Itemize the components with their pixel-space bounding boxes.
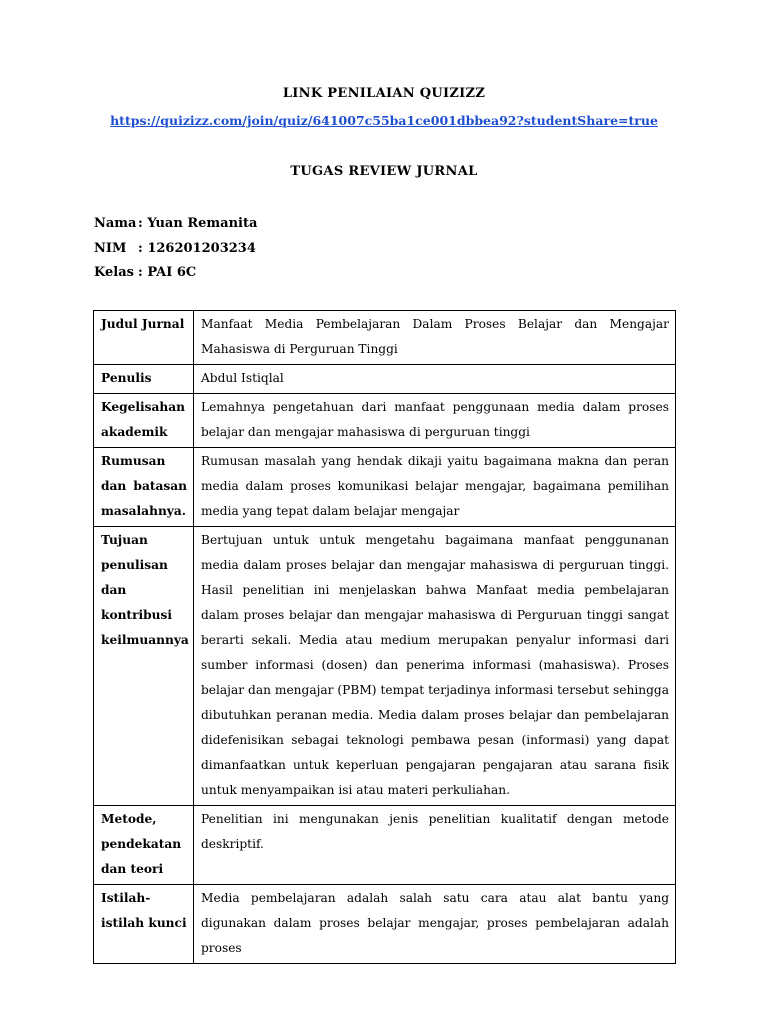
student-nim-row — [94, 237, 257, 262]
row-label: Kegelisahan akademik — [94, 394, 194, 448]
table-row — [94, 885, 676, 964]
student-name-value: : Yuan Remanita — [138, 216, 258, 231]
row-label: Istilah-istilah kunci — [94, 885, 194, 964]
row-label: Metode, pendekatan dan teori — [94, 806, 194, 885]
table-row — [94, 527, 676, 806]
table-row — [94, 311, 676, 365]
row-label: Tujuan penulisan dan kontribusi keilmuannya — [94, 527, 194, 806]
student-class-value: : PAI 6C — [138, 265, 197, 280]
row-value: Lemahnya pengetahuan dari manfaat penggunaan media dalam proses belajar dan mengajar mahasiswa di perguruan tinggi — [194, 394, 676, 448]
student-class-row — [94, 261, 257, 286]
row-value: Manfaat Media Pembelajaran Dalam Proses Belajar dan Mengajar Mahasiswa di Perguruan Tinggi — [194, 311, 676, 365]
student-name-key: Nama — [94, 216, 137, 231]
student-info — [94, 212, 257, 286]
row-label: Judul Jurnal — [94, 311, 194, 365]
student-nim-value: : 126201203234 — [138, 240, 256, 256]
task-title: TUGAS REVIEW JURNAL — [290, 164, 478, 179]
row-value: Media pembelajaran adalah salah satu cara atau alat bantu yang digunakan dalam proses belajar mengajar, proses pembelajaran adalah proses — [194, 885, 676, 964]
table-row — [94, 394, 676, 448]
student-name-row — [94, 212, 257, 237]
row-label: Penulis — [94, 365, 194, 394]
row-value: Rumusan masalah yang hendak dikaji yaitu bagaimana makna dan peran media dalam proses komunikasi belajar mengajar, bagaimana pemilihan media yang tepat dalam belajar mengajar — [194, 448, 676, 527]
row-label: Rumusan dan batasan masalahnya. — [94, 448, 194, 527]
table-row — [94, 365, 676, 394]
table-row — [94, 448, 676, 527]
review-table — [93, 310, 676, 964]
quizizz-link[interactable]: https://quizizz.com/join/quiz/641007c55ba1ce001dbbea92?studentShare=true — [110, 113, 658, 128]
row-value: Bertujuan untuk untuk mengetahu bagaimana manfaat penggunanan media dalam proses belajar dan mengajar mahasiswa di perguruan tinggi. Hasil penelitian ini menjelaskan bahwa Manfaat media pembelajaran dalam proses belajar dan mengajar mahasiswa di Perguruan tinggi sangat berarti sekali. Media atau medium merupakan penyalur informasi dari sumber informasi (dosen) dan penerima informasi (mahasiswa). Proses belajar dan mengajar (PBM) tempat terjadinya informasi tersebut sehingga dibutuhkan peranan media. Media dalam proses belajar dan pembelajaran didefenisikan sebagai teknologi pembawa pesan (informasi) yang dapat dimanfaatkan untuk keperluan pengajaran pengajaran atau sarana fisik untuk menyampaikan isi atau materi perkuliahan. — [194, 527, 676, 806]
link-title: LINK PENILAIAN QUIZIZZ — [282, 86, 486, 101]
student-class-key: Kelas — [94, 265, 134, 280]
student-nim-key: NIM — [94, 240, 127, 256]
table-row — [94, 806, 676, 885]
row-value: Abdul Istiqlal — [194, 365, 676, 394]
row-value: Penelitian ini mengunakan jenis penelitian kualitatif dengan metode deskriptif. — [194, 806, 676, 885]
